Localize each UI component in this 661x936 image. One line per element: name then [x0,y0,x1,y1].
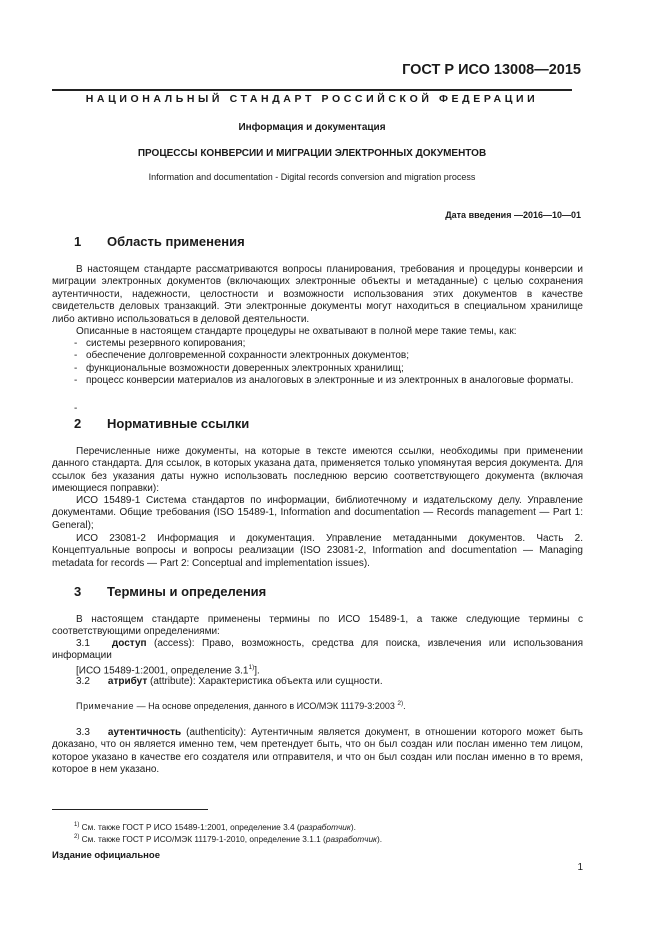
national-standard-banner: НАЦИОНАЛЬНЫЙ СТАНДАРТ РОССИЙСКОЙ ФЕДЕРАЦИИ [52,89,572,105]
section-3-intro: В настоящем стандарте применены термины по ИСО 15489-1, а также следующие термины с соответствующими определениями: [52,614,583,638]
stray-dash: - [74,403,78,414]
term-3-2 [76,676,576,688]
list-item [52,375,583,387]
list-dash: - [74,362,78,374]
section-2-number: 2 [74,416,82,431]
note-label: Примечание [76,701,135,711]
term-definition: (authenticity): Аутентичным является документ, в отношении которого может быть доказано, что он является именно тем, чем претендует быть, что он был создан или послан именно тем лицом, которое указано в качестве его создателя или отправителя, и что он был создан или послан именно в то время, которое в нем указано. [52,727,583,776]
list-item-text: системы резервного копирования; [86,338,246,349]
footnote-2 [74,834,382,844]
term-name: доступ [111,638,147,649]
list-item [52,350,583,362]
footnote-end: ). [376,834,383,844]
section-1-exclusion-list [52,338,583,388]
section-2-title: Нормативные ссылки [107,416,250,431]
footnote-italic: разработчик [299,822,351,832]
term-definition: (attribute): Характеристика объекта или сущности. [150,676,383,687]
standard-series: Информация и документация [238,122,386,133]
list-dash: - [74,338,78,349]
list-dash: - [74,375,78,387]
english-title: Information and documentation - Digital records conversion and migration process [148,172,476,182]
section-1-heading [74,234,245,249]
section-1-paragraph-2: Описанные в настоящем стандарте процедуры не охватывают в полной мере такие темы, как: [76,326,517,337]
term-number: 3.3 [76,727,90,738]
term-name: аутентичность [107,727,182,738]
list-item-text: процесс конверсии материалов из аналоговых в электронные и из электронных в аналоговые форматы. [86,375,574,387]
term-3-1 [52,638,583,663]
term-number: 3.2 [76,676,90,687]
footnote-end: ). [350,822,356,832]
list-item [52,363,583,375]
section-3-number: 3 [74,584,82,599]
term-name: атрибут [107,676,148,687]
footnote-mark: 1) [74,822,80,829]
term-definition: (access): Право, возможность, средства для поиска, извлечения или использования информации [52,638,584,662]
source-reference: [ИСО 15489-1:2001, определение 3.1 [76,665,249,677]
section-3-heading [74,584,266,599]
footnote-italic: разработчик [325,834,377,844]
section-2-paragraph-1: Перечисленные ниже документы, на которые в тексте имеются ссылки, необходимы при применении данного стандарта. Для ссылок, в которых указана дата, применяется только упомянутая версия документа. Для ссылок без указания даты нужно использовать последнюю версию соответствующего документа (включая имеющиеся поправки): [52,446,583,495]
list-dash: - [74,350,78,362]
footnote-text: См. также ГОСТ Р ИСО/МЭК 11179-1-2010, определение 3.1.1 ( [79,834,326,844]
normative-reference-1: ИСО 15489-1 Система стандартов по информации, библиотечному и издательскому делу. Управление документами. Общие требования (ISO 15489-1, Information and documentation — Records management — Part 1: General); [52,495,583,531]
section-3-title: Термины и определения [107,584,267,599]
list-item [52,338,583,350]
source-close: ]. [254,665,260,677]
footnote-text: См. также ГОСТ Р ИСО 15489-1:2001, определение 3.4 ( [79,822,300,832]
list-item-text: обеспечение долговременной сохранности электронных документов; [86,350,410,362]
document-number: ГОСТ Р ИСО 13008—2015 [402,62,581,78]
term-3-3 [52,727,583,777]
footnote-separator [52,809,208,810]
footnote-1 [74,822,356,832]
term-3-2-note [76,700,406,711]
normative-reference-2: ИСО 23081-2 Информация и документация. Управление метаданными документов. Часть 2. Концептуальные вопросы и вопросы реализации (ISO 23081-2, Information and documentation — Managing metadata for records — Part 2: Conceptual and implementation issues). [52,533,583,569]
section-1-paragraph-1: В настоящем стандарте рассматриваются вопросы планирования, требования и процедуры конверсии и миграции электронных документов (включающих электронные объекты и метаданные) с целью сохранения аутентичности, надежности, целостности и возможности использования этих документов в качестве свидетельств деловых транзакций. Эти электронные документы могут находиться в специальном хранилище либо активно использоваться в деловой деятельности. [52,264,583,325]
footnote-ref-1: 1) [248,664,255,671]
section-2-heading [74,416,249,431]
footnote-mark: 2) [74,834,80,841]
list-item-text: функциональные возможности доверенных электронных хранилищ; [86,362,404,374]
term-number: 3.1 [76,638,90,649]
document-title: ПРОЦЕССЫ КОНВЕРСИИ И МИГРАЦИИ ЭЛЕКТРОННЫХ ДОКУМЕНТОВ [137,148,487,159]
introduction-date: Дата введения —2016—10—01 [445,210,581,220]
note-end: . [403,701,406,711]
section-1-number: 1 [74,234,82,249]
footnote-ref-2: 2) [397,700,404,707]
note-text: — На основе определения, данного в ИСО/МЭК 11179-3:2003 [136,701,395,711]
page-number: 1 [577,862,583,873]
official-edition-label: Издание официальное [52,850,160,861]
section-1-title: Область применения [107,234,245,249]
